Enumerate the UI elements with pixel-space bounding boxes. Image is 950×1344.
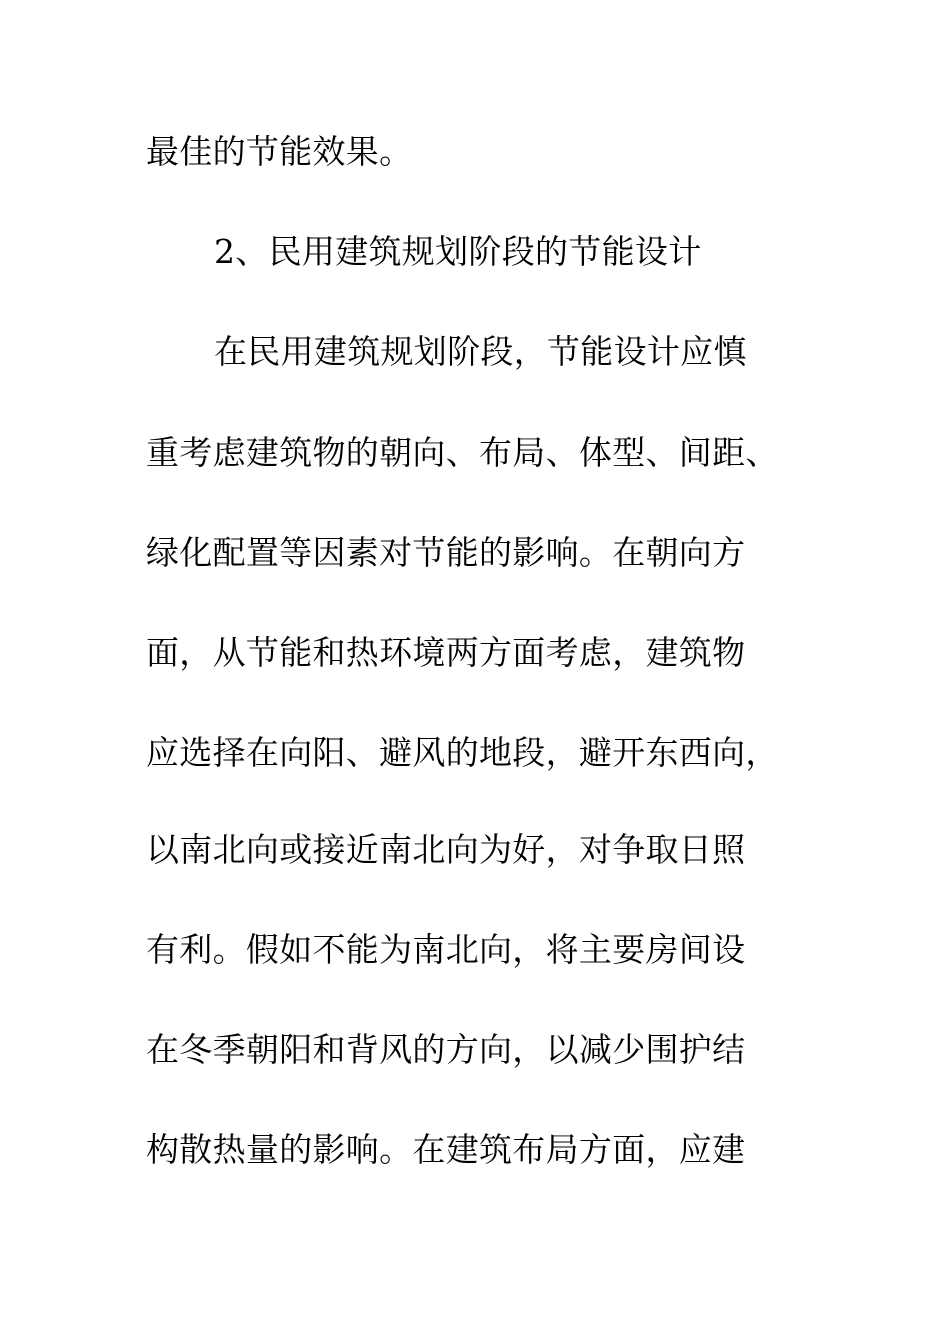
paragraph-line: 面，从节能和热环境两方面考虑，建筑物 — [146, 633, 746, 672]
paragraph-line: 绿化配置等因素对节能的影响。在朝向方 — [146, 533, 746, 572]
section-heading: 2、民用建筑规划阶段的节能设计 — [214, 232, 702, 271]
paragraph-line: 应选择在向阳、避风的地段，避开东西向， — [146, 733, 779, 772]
paragraph-line: 在冬季朝阳和背风的方向，以减少围护结 — [146, 1030, 746, 1069]
paragraph-line: 以南北向或接近南北向为好，对争取日照 — [146, 830, 746, 869]
paragraph-line: 重考虑建筑物的朝向、布局、体型、间距、 — [146, 433, 779, 472]
paragraph-line: 在民用建筑规划阶段，节能设计应慎 — [214, 332, 747, 371]
paragraph-line: 最佳的节能效果。 — [146, 132, 413, 171]
paragraph-line: 有利。假如不能为南北向，将主要房间设 — [146, 930, 746, 969]
paragraph-line: 构散热量的影响。在建筑布局方面，应建 — [146, 1130, 746, 1169]
